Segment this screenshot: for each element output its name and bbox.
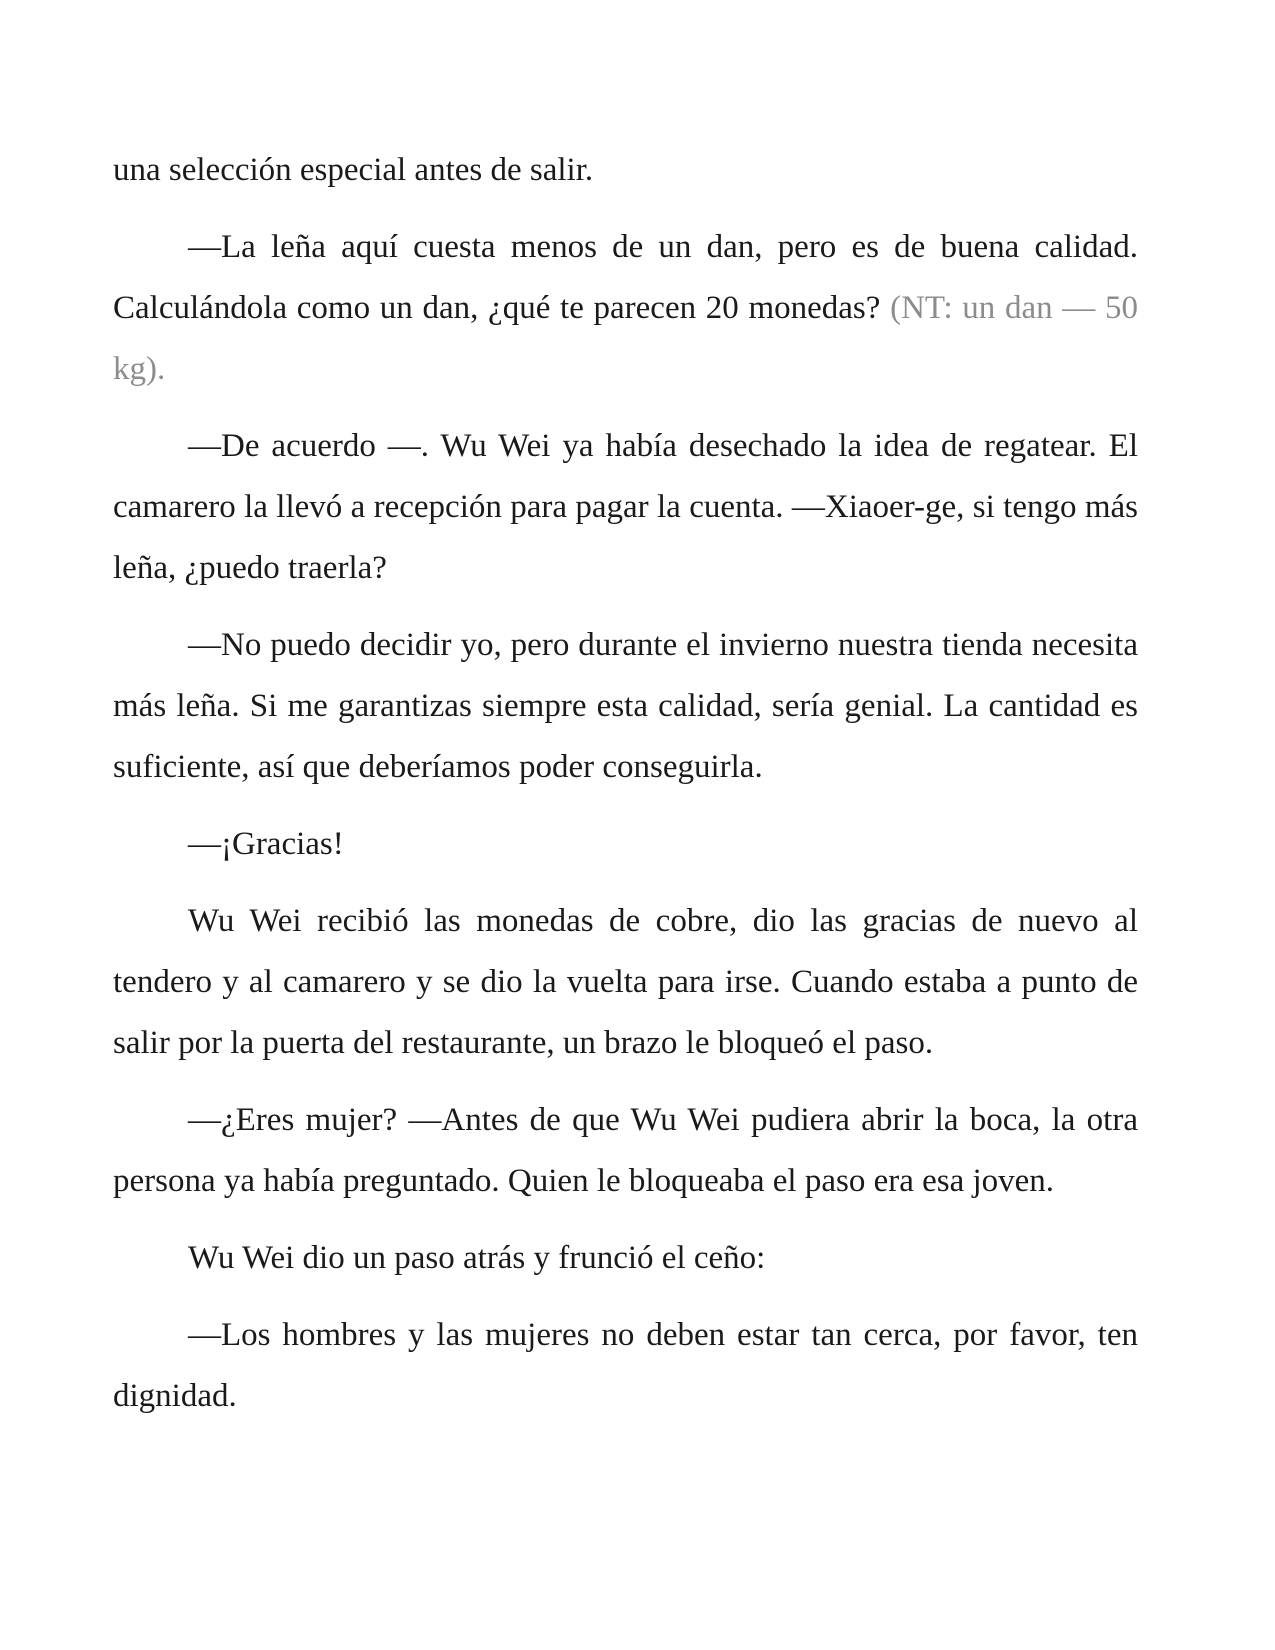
paragraph-text: —No puedo decidir yo, pero durante el invierno nuestra tienda necesita más leña. Si me garantizas siempre esta calidad, sería genial. La cantidad es suficiente, así que deberíamos poder conseguirla. xyxy=(113,627,1138,785)
paragraph-text: Wu Wei dio un paso atrás y frunció el ceño: xyxy=(188,1240,766,1276)
paragraph-text: —De acuerdo —. Wu Wei ya había desechado la idea de regatear. El camarero la llevó a recepción para pagar la cuenta. —Xiaoer-ge, si tengo más leña, ¿puedo traerla? xyxy=(113,428,1138,586)
paragraph-2 xyxy=(113,217,1138,400)
translator-note: (NT: un dan — 50 kg). xyxy=(113,290,1138,387)
paragraph-text: —La leña aquí cuesta menos de un dan, pero es de buena calidad. Calculándola como un dan, ¿qué te parecen 20 monedas? xyxy=(113,229,1138,326)
paragraph-6 xyxy=(113,891,1138,1074)
document-page xyxy=(113,140,1138,1443)
paragraph-text: Wu Wei recibió las monedas de cobre, dio las gracias de nuevo al tendero y al camarero y se dio la vuelta para irse. Cuando estaba a punto de salir por la puerta del restaurante, un brazo le bloqueó el paso. xyxy=(113,903,1138,1061)
paragraph-8 xyxy=(113,1228,1138,1289)
paragraph-5 xyxy=(113,814,1138,875)
paragraph-1 xyxy=(113,140,1138,201)
paragraph-text: —Los hombres y las mujeres no deben estar tan cerca, por favor, ten dignidad. xyxy=(113,1317,1138,1414)
paragraph-text: —¿Eres mujer? —Antes de que Wu Wei pudiera abrir la boca, la otra persona ya había preguntado. Quien le bloqueaba el paso era esa joven. xyxy=(113,1102,1138,1199)
paragraph-text: una selección especial antes de salir. xyxy=(113,152,594,188)
paragraph-7 xyxy=(113,1090,1138,1212)
paragraph-4 xyxy=(113,615,1138,798)
paragraph-3 xyxy=(113,416,1138,599)
paragraph-text: —¡Gracias! xyxy=(188,826,344,862)
paragraph-9 xyxy=(113,1305,1138,1427)
